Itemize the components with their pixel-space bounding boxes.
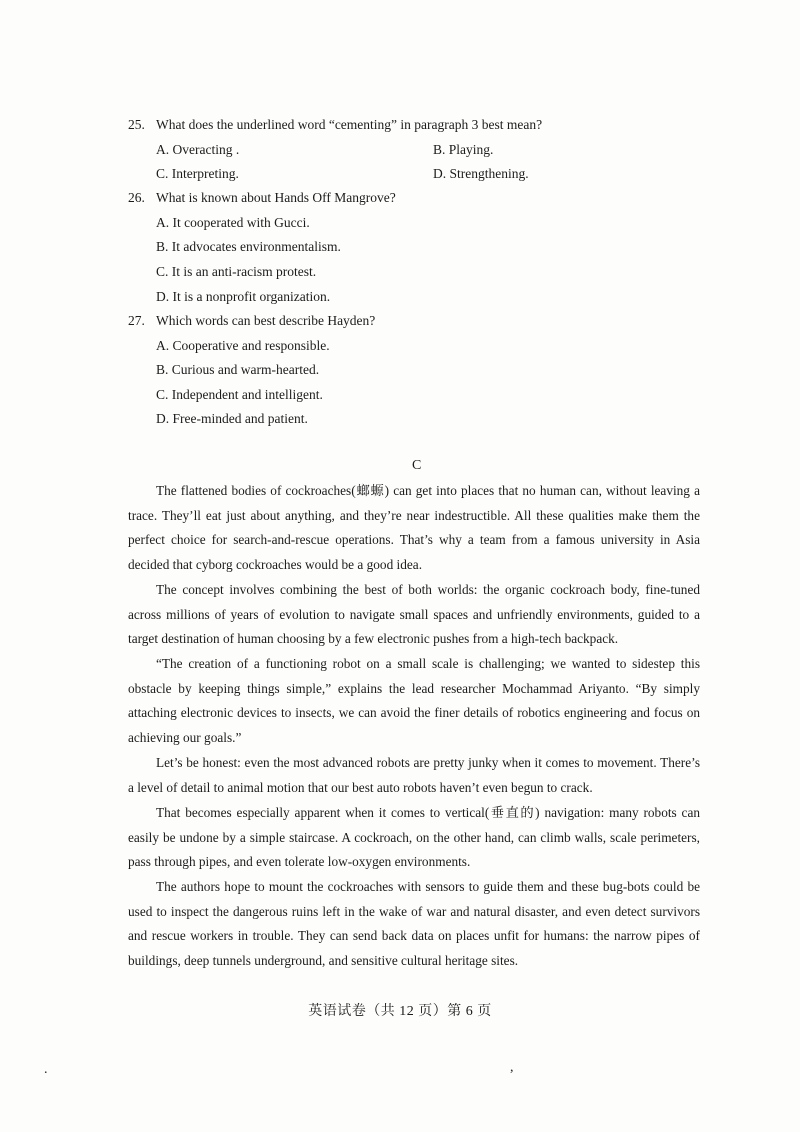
passage-paragraph-1: The flattened bodies of cockroaches(螂螈) can get into places that no human can, without leaving a trace. They’ll eat just about anything, and they’re near indestructible. All these qualities make them the perfect choice for search-and-rescue operations. That’s why a team from a famous university in Asia decided that cyborg cockroaches would be a good idea. [128, 483, 700, 572]
question-number: 25. [128, 117, 145, 132]
option-b: B. Playing. [433, 142, 494, 157]
passage-paragraph-2: The concept involves combining the best of both worlds: the organic cockroach body, fine-tuned across millions of years of evolution to navigate small spaces and unfriendly environments, guided to a target destination of human choosing by a few electronic pushes from a high-tech backpack. [128, 582, 700, 647]
question-number: 27. [128, 313, 145, 328]
option-c: C. It is an anti-racism protest. [156, 264, 317, 279]
option-a: A. Overacting . [156, 142, 240, 157]
passage-paragraph-6: The authors hope to mount the cockroaches with sensors to guide them and these bug-bots could be used to inspect the dangerous ruins left in the wake of war and natural disaster, and even detect survivors and rescue workers in trouble. They can send back data on places unfit for humans: the narrow pipes of buildings, deep tunnels underground, and sensitive cultural heritage sites. [128, 879, 700, 968]
section-heading: C [412, 458, 422, 473]
option-c: C. Independent and intelligent. [156, 387, 323, 402]
option-d: D. Free-minded and patient. [156, 411, 308, 426]
question-26 [128, 189, 396, 207]
question-27 [128, 312, 375, 330]
option-d: D. Strengthening. [433, 166, 529, 181]
question-number: 26. [128, 190, 145, 205]
option-c: C. Interpreting. [156, 166, 239, 181]
question-25 [128, 116, 542, 134]
question-text: What does the underlined word “cementing” in paragraph 3 best mean? [156, 117, 543, 132]
option-b: B. Curious and warm-hearted. [156, 362, 320, 377]
passage-paragraph-3: “The creation of a functioning robot on a small scale is challenging; we wanted to sidestep this obstacle by keeping things simple,” explains the lead researcher Mochammad Ariyanto. “By simply attaching electronic devices to insects, we can avoid the finer details of robotics engineering and focus on achieving our goals.” [128, 656, 700, 745]
question-text: What is known about Hands Off Mangrove? [156, 190, 396, 205]
passage-paragraph-5: That becomes especially apparent when it comes to vertical(垂直的) navigation: many robots can easily be undone by a simple staircase. A cockroach, on the other hand, can climb walls, scale perimeters, pass through pipes, and even tolerate low-oxygen environments. [128, 805, 700, 870]
option-d: D. It is a nonprofit organization. [156, 289, 331, 304]
scan-speck: , [510, 1060, 514, 1075]
option-a: A. Cooperative and responsible. [156, 338, 330, 353]
scan-speck: . [44, 1062, 48, 1077]
option-b: B. It advocates environmentalism. [156, 239, 341, 254]
question-text: Which words can best describe Hayden? [156, 313, 376, 328]
page-footer: 英语试卷（共 12 页）第 6 页 [308, 1004, 492, 1019]
option-a: A. It cooperated with Gucci. [156, 215, 310, 230]
passage-paragraph-4: Let’s be honest: even the most advanced robots are pretty junky when it comes to movement. There’s a level of detail to animal motion that our best auto robots haven’t even begun to crack. [128, 755, 700, 795]
